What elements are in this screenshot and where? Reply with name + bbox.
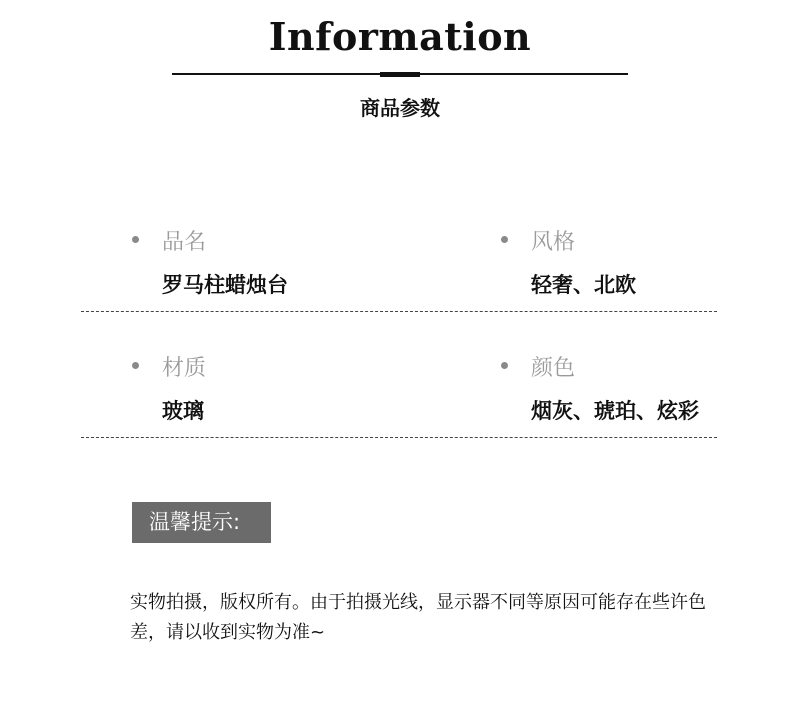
param-value: 烟灰、琥珀、炫彩	[531, 399, 699, 423]
page-subtitle: 商品参数	[360, 96, 440, 120]
bullet-dot-icon	[132, 236, 139, 243]
title-underline-accent	[380, 72, 420, 77]
param-label: 风格	[531, 230, 576, 255]
bullet-dot-icon	[501, 236, 508, 243]
tip-badge: 温馨提示:	[132, 502, 271, 543]
bullet-dot-icon	[132, 362, 139, 369]
param-label: 品名	[162, 230, 207, 255]
param-value: 玻璃	[162, 399, 204, 423]
param-value: 轻奢、北欧	[531, 273, 636, 297]
bullet-dot-icon	[501, 362, 508, 369]
notice-text: 实物拍摄，版权所有。由于拍摄光线，显示器不同等原因可能存在些许色差，请以收到实物为准~	[130, 592, 706, 643]
param-label: 材质	[162, 356, 207, 381]
page-title: Information	[268, 14, 532, 59]
param-label: 颜色	[531, 356, 576, 381]
param-value: 罗马柱蜡烛台	[162, 273, 288, 297]
dashed-divider	[81, 437, 717, 438]
dashed-divider	[81, 311, 717, 312]
